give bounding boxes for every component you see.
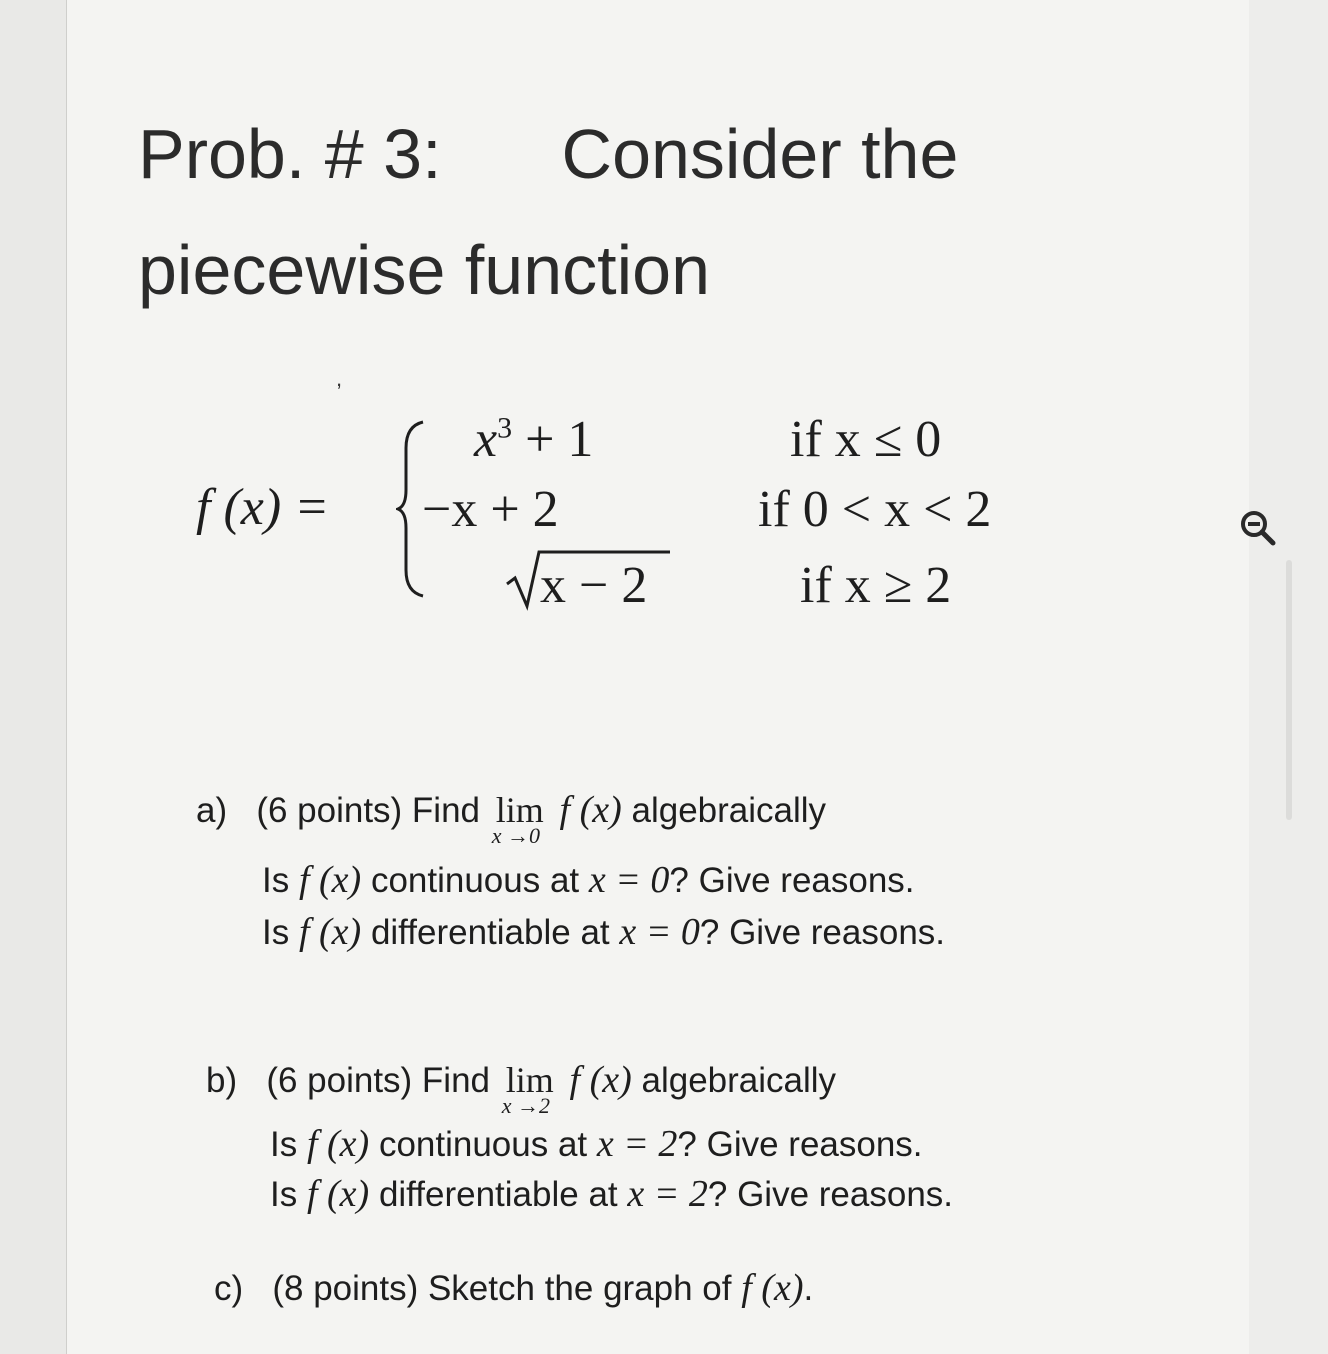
part-b-line3: Is f (x) differentiable at x = 2? Give reasons. bbox=[270, 1173, 954, 1215]
case2-expression: −x + 2 bbox=[422, 481, 559, 538]
part-a-line3: Is f (x) differentiable at x = 0? Give reasons. bbox=[262, 911, 946, 953]
scrollbar[interactable] bbox=[1286, 560, 1292, 820]
part-b-line1: b) (6 points) Find lim x →2 f (x) algebraically bbox=[206, 1059, 837, 1118]
part-a-line2: Is f (x) continuous at x = 0? Give reasons. bbox=[262, 859, 915, 901]
case1-expression: $x^3 + 1$ bbox=[474, 411, 594, 468]
problem-label: Prob. # 3: bbox=[138, 115, 442, 193]
part-c-line1: c) (8 points) Sketch the graph of f (x). bbox=[214, 1267, 814, 1309]
function-lhs: f (x) = bbox=[196, 479, 330, 536]
zoom-out-icon[interactable] bbox=[1236, 506, 1280, 550]
case1-condition: if x ≤ 0 bbox=[790, 411, 942, 468]
problem-title-line1: Consider the bbox=[561, 115, 959, 193]
case3-expression: x − 2 bbox=[540, 557, 648, 614]
problem-heading bbox=[138, 96, 1138, 328]
problem-title-line2: piecewise function bbox=[138, 231, 710, 309]
case2-condition: if 0 < x < 2 bbox=[758, 481, 992, 538]
case3-condition: if x ≥ 2 bbox=[800, 557, 952, 614]
part-b-line2: Is f (x) continuous at x = 2? Give reasons. bbox=[270, 1123, 923, 1165]
part-a-line1: a) (6 points) Find lim x →0 f (x) algebraically bbox=[196, 789, 827, 848]
stray-mark: , bbox=[336, 366, 343, 391]
